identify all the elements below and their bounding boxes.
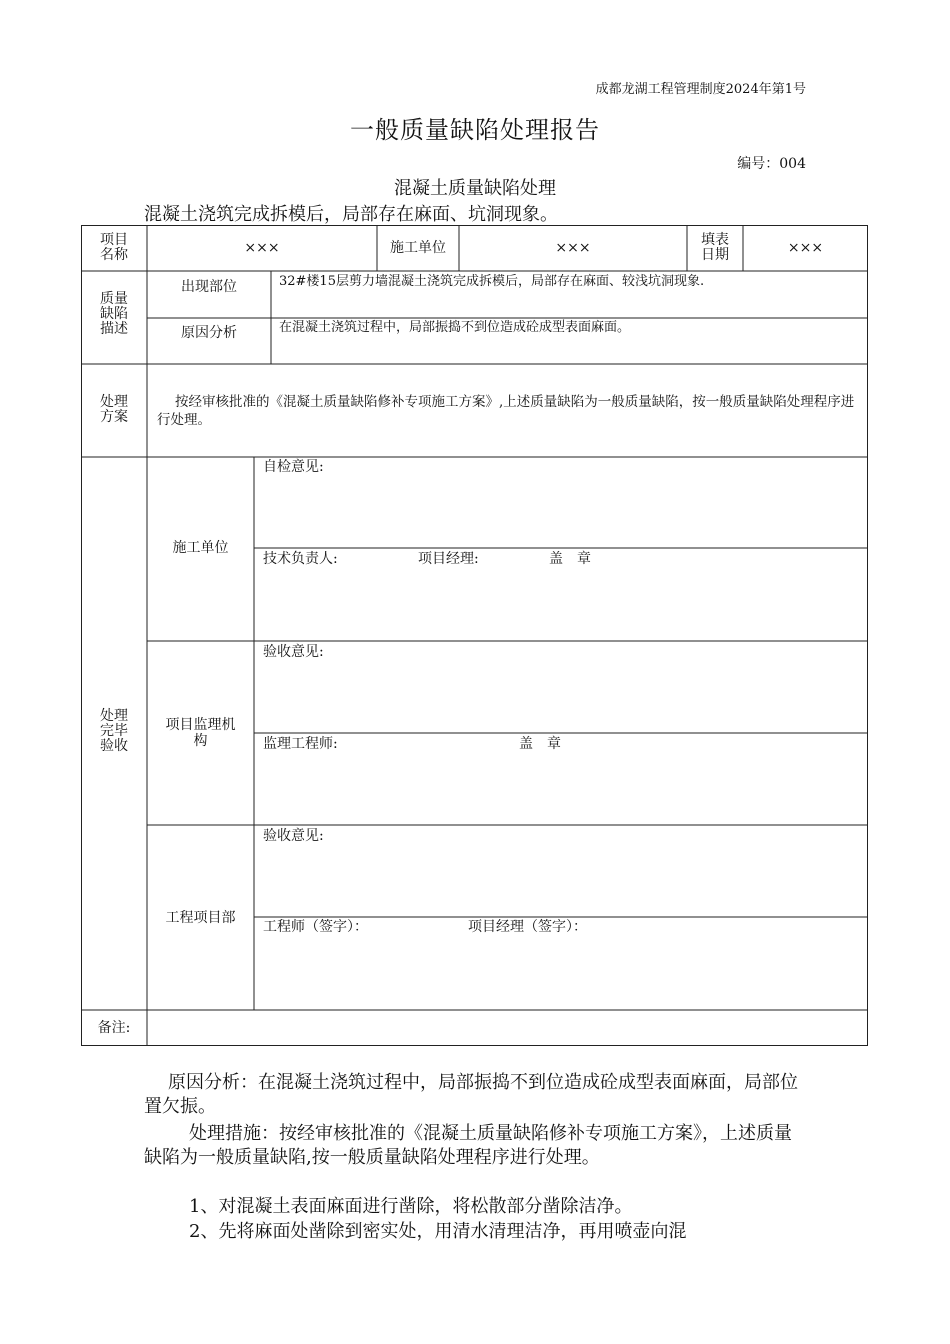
serial-label: 编号： (737, 156, 780, 172)
remarks-label: 备注: (97, 1020, 131, 1036)
location-label: 出现部位 (181, 279, 237, 295)
contractor-unit-label: 施工单位 (172, 540, 229, 556)
serial-number (600, 153, 806, 173)
supervisor-opinion-label: 验收意见: (263, 644, 324, 660)
project-name-value: ××× (244, 240, 280, 256)
regulation-number: 成都龙湖工程管理制度2024年第1号 (595, 82, 806, 97)
step-2: 2、先将麻面处凿除到密实处，用清水清理洁净，再用喷壶向混 (189, 1221, 687, 1242)
pm-sign-label: 项目经理（签字）： (468, 919, 587, 935)
cause-value: 在混凝土浇筑过程中，局部振捣不到位造成砼成型表面麻面。 (279, 320, 631, 335)
contractor-seal-label: 盖 章 (549, 551, 591, 567)
engineer-sign-label: 工程师（签字）： (263, 919, 368, 935)
project-name-label: 项目 名称 (100, 232, 128, 263)
supervisor-seal-label: 盖 章 (519, 736, 561, 752)
subtitle: 混凝土质量缺陷处理 (394, 178, 556, 199)
project-dept-label: 工程项目部 (165, 910, 236, 926)
self-check-label: 自检意见: (263, 459, 324, 475)
cause-label: 原因分析 (181, 325, 237, 341)
tech-lead-label: 技术负责人: (263, 551, 338, 567)
paragraph-cause: 原因分析：在混凝土浇筑过程中，局部振捣不到位造成砼成型表面麻面，局部位置欠振。 (144, 1072, 798, 1117)
step-1: 1、对混凝土表面麻面进行凿除，将松散部分凿除洁净。 (189, 1196, 633, 1217)
paragraph-measures: 处理措施：按经审核批准的《混凝土质量缺陷修补专项施工方案》，上述质量缺陷为一般质量缺陷,按一般质量缺陷处理程序进行处理。 (144, 1123, 792, 1168)
contractor-label: 施工单位 (390, 240, 446, 256)
dept-opinion-label: 验收意见: (263, 828, 324, 844)
fill-date-label: 填表 日期 (701, 232, 729, 263)
defect-report-form (81, 225, 868, 1047)
acceptance-label: 处理 完毕 验收 (100, 708, 128, 754)
document-title: 一般质量缺陷处理报告 (350, 116, 600, 144)
defect-description-label: 质量 缺陷 描述 (100, 291, 128, 337)
supervising-engineer-label: 监理工程师: (263, 736, 338, 752)
subtitle-description: 混凝土浇筑完成拆模后，局部存在麻面、坑洞现象。 (144, 204, 558, 225)
project-manager-label: 项目经理: (418, 551, 479, 567)
location-value: 32#楼15层剪力墙混凝土浇筑完成拆模后，局部存在麻面、较浅坑洞现象. (279, 274, 705, 289)
serial-value: 004 (779, 156, 806, 172)
plan-label: 处理 方案 (100, 394, 128, 425)
fill-date-value: ××× (787, 240, 824, 256)
plan-value: 按经审核批准的《混凝土质量缺陷修补专项施工方案》,上述质量缺陷为一般质量缺陷，按一般质量缺陷处理程序进行处理。 (157, 394, 855, 428)
contractor-value: ××× (555, 240, 591, 256)
supervisor-label: 项目监理机 构 (165, 717, 236, 749)
